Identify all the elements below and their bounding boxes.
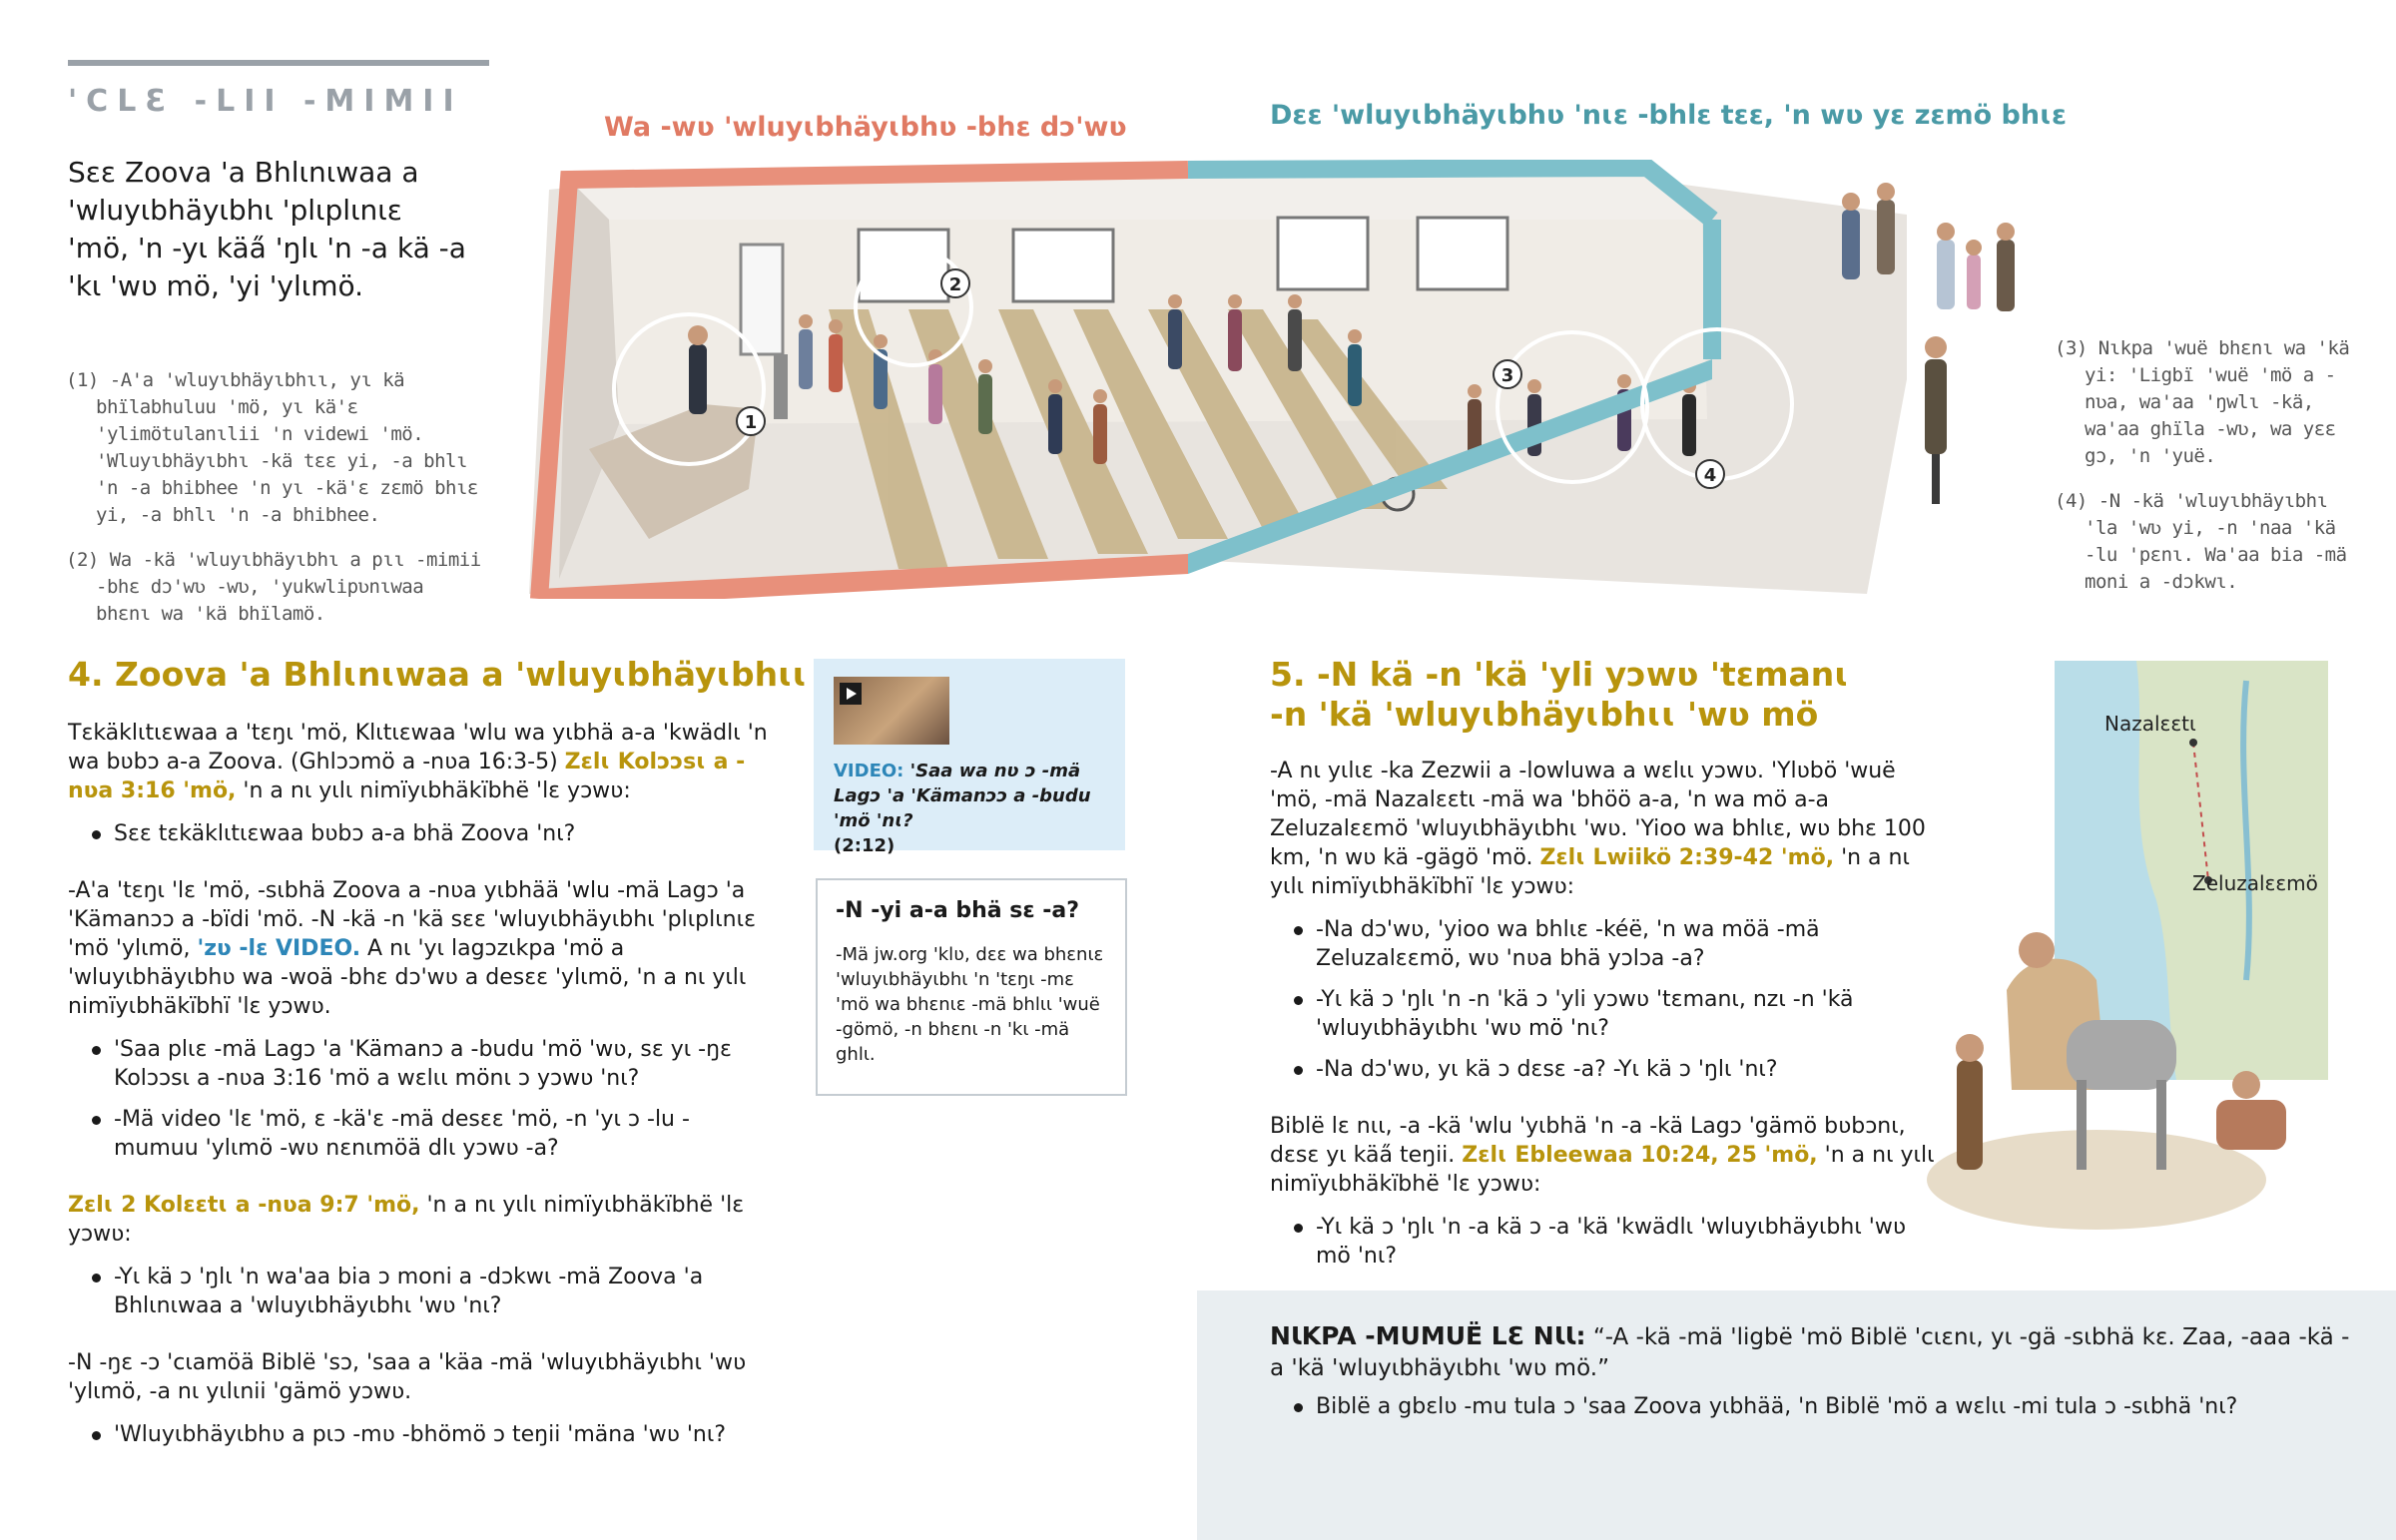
caption-after-meeting: Dɛɛ 'wluyɩbhäyɩbhʋ 'nɩɛ -bhlɛ tɛɛ, 'n wʋ yɛ zɛmö bhɩɛ (1270, 100, 2068, 131)
summary-panel (1197, 1290, 2396, 1540)
summary-text (1270, 1320, 2358, 1384)
question-bullet: 'Saa plɩɛ -mä Lagɔ 'a 'Kämanɔ a -budu 'mö 'wʋ, sɛ yɩ -ŋɛ Kolɔɔsɩ a -nʋa 3:16 'mö a wɛlɩɩ mönɩ ɔ yɔwʋ 'nɩ? (68, 1035, 769, 1093)
section5-body (1270, 757, 1939, 1271)
note-4: (4) -N -kä 'wluyɩbhäyɩbhɩ 'la 'wʋ yi, -n 'naa 'kä -lu 'pɛnɩ. Wa'aa bia -mä moni a -dɔkwɩ. (2055, 490, 2347, 593)
scripture-ref-hebrews[interactable]: Zɛlɩ Ebleewaa 10:24, 25 'mö, (1462, 1143, 1818, 1168)
scripture-ref-luke[interactable]: Zɛlɩ Lwiikö 2:39-42 'mö, (1539, 845, 1835, 870)
summary-bullet: Biblë a gbɛlʋ -mu tula ɔ 'saa Zoova yɩbhää, 'n Biblë 'mö a wɛlɩɩ -mi tula ɔ -sɩbhä 'nɩ? (1270, 1392, 2364, 1421)
video-card[interactable] (814, 659, 1125, 856)
section-label: 'CLƐ -LII -MIMII (68, 84, 463, 119)
section4-paragraph-3: Zɛlɩ 2 Kolɛɛtɩ a -nʋa 9:7 'mö, 'n a nɩ yɩlɩ nimïyɩbhäkïbhë 'lɛ yɔwʋ: (68, 1193, 745, 1247)
video-caption (834, 759, 1113, 858)
video-link[interactable]: 'zʋ -lɛ VIDEO. (197, 936, 361, 961)
map-illustration (1917, 661, 2328, 1230)
hall-marker-3: 3 (1500, 365, 1514, 386)
notes-left (66, 367, 485, 646)
question-bullet: 'Wluyɩbhäyɩbhʋ a pɩɔ -mʋ -bhömö ɔ teŋii 'mäna 'wʋ 'nɩ? (68, 1420, 769, 1449)
video-label: VIDEO: (834, 761, 904, 781)
hall-marker-4: 4 (1703, 465, 1717, 486)
question-bullet: -Na dɔ'wʋ, yɩ kä ɔ dɛsɛ -a? -Yɩ kä ɔ 'ŋlɩ 'nɩ? (1270, 1055, 1939, 1084)
section4-paragraph-4: -N -ŋɛ -ɔ 'cɩamöä Biblë 'sɔ, 'saa a 'käa -mä 'wluyɩbhäyɩbhɩ 'wʋ 'ylɩmö, -a nɩ yɩlɩnii 'gämö yɔwʋ. (68, 1350, 747, 1404)
hall-marker-1: 1 (744, 412, 758, 433)
note-3: (3) Nɩkpa 'wuë bhɛnɩ wa 'kä yi: 'Ligbï 'wuë 'mö a -nʋa, wa'aa 'ŋwlɩ -kä, wa'aa ghïla -wʋ, wa yɛɛ gɔ, 'n 'yuë. (2055, 337, 2350, 467)
question-bullet: -Mä video 'lɛ 'mö, ɛ -kä'ɛ -mä desɛɛ 'mö, -n 'yɩ ɔ -lu -mumuu 'ylɩmö -wʋ nɛnɩmöä dlɩ yɔwʋ -a? (68, 1105, 769, 1163)
caption-before-meeting: Wa -wʋ 'wluyɩbhäyɩbhʋ -bhɛ dɔ'wʋ (604, 112, 1127, 143)
summary-quote: “-A -kä -mä 'ligbë 'mö Biblë 'cɩɛnɩ, yɩ -gä -sɩbhä kɛ. Zaa, -aaa -kä -a 'kä 'wluyɩbhäyɩbhɩ 'wʋ mö.” (1270, 1324, 2350, 1381)
people-outside-illustration (1827, 180, 2057, 599)
section4-paragraph-2: -A'a 'tɛŋɩ 'lɛ 'mö, -sɩbhä Zoova a -nʋa yɩbhää 'wlu -mä Lagɔ 'a 'Kämanɔɔ a -bïdi 'mö. -N -kä -n 'kä sɛɛ 'wluyɩbhäyɩbhɩ 'plɩplɩnɩɛ 'mö 'ylɩmö, 'zʋ -lɛ VIDEO. A nɩ 'yɩ lagɔzɩkpa 'mö a 'wluyɩbhäyɩbhʋ wa -woä -bhɛ dɔ'wʋ a desɛɛ 'ylɩmö, 'n a nɩ yɩlɩ nimïyɩbhäkïbhï 'lɛ yɔwʋ. (68, 878, 756, 1019)
question-bullet: -Yɩ kä ɔ 'ŋlɩ 'n wa'aa bia ɔ moni a -dɔkwɩ -mä Zoova 'a Bhlɩnɩwaa a 'wluyɩbhäyɩbhɩ 'wʋ 'nɩ? (68, 1263, 769, 1320)
video-duration: (2:12) (834, 835, 896, 856)
play-icon[interactable] (840, 683, 862, 705)
section4-paragraph-1: Tɛkäklɩtɩɛwaa a 'tɛŋɩ 'mö, Klɩtɩɛwaa 'wlu wa yɩbhä a-a 'kwädlɩ 'n wa bʋbɔ a-a Zoova. (Ghlɔɔmö a -nʋa 16:3-5) Zɛlɩ Kolɔɔsɩ a -nʋa 3:16 'mö, 'n a nɩ yɩlɩ nimïyɩbhäkïbhë 'lɛ yɔwʋ: (68, 721, 768, 803)
note-1: (1) -A'a 'wluyɩbhäyɩbhɩɩ, yɩ kä bhïlabhuluu 'mö, yɩ kä'ɛ 'ylimötulanɩlii 'n videwi 'mö. 'Wluyɩbhäyɩbhɩ -kä tɛɛ yi, -a bhlɩ 'n -a bhibhee 'n yɩ -kä'ɛ zɛmö bhɩɛ yi, -a bhlɩ 'n -a bhibhee. (66, 369, 478, 526)
kingdom-hall-illustration (529, 160, 1927, 599)
question-box-title: -N -yi a-a bhä sɛ -a? (836, 898, 1080, 923)
notes-right (2055, 335, 2354, 614)
scripture-ref-2corinthians[interactable]: Zɛlɩ 2 Kolɛɛtɩ a -nʋa 9:7 'mö, (68, 1193, 420, 1218)
hall-marker-2: 2 (948, 274, 962, 295)
summary-label: NƖKPA -MUMUË LƐ NƖƖ: (1270, 1321, 1586, 1350)
video-thumbnail[interactable] (834, 677, 949, 745)
intro-text: Sɛɛ Zoova 'a Bhlɩnɩwaa a 'wluyɩbhäyɩbhɩ 'plɩplɩnɩɛ 'mö, 'n -yɩ käa̋ 'ŋlɩ 'n -a kä -a 'kɩ 'wʋ mö, 'yi 'ylɩmö. (68, 156, 466, 302)
top-rule (68, 60, 489, 66)
section5-title: 5. -N kä -n 'kä 'yli yɔwʋ 'tɛmanɩ -n 'kä 'wluyɩbhäyɩbhɩɩ 'wʋ mö (1270, 655, 1849, 734)
scripture-ref-colossians[interactable]: Zɛlɩ Kolɔɔsɩ a -nʋa 3:16 'mö, (68, 750, 746, 803)
question-box-text: -Mä jw.org 'klʋ, dɛɛ wa bhɛnɩɛ 'wluyɩbhäyɩbhɩ 'n 'tɛŋɩ -mɛ 'mö wa bhɛnɩɛ -mä bhlɩɩ 'wuë -gömö, -n bhɛnɩ -n 'kɩ -mä ghlɩ. (836, 944, 1104, 1065)
section5-paragraph-1: -A nɩ yɩlɩɛ -ka Zezwii a -lowluwa a wɛlɩɩ yɔwʋ. 'Ylʋbö 'wuë 'mö, -mä Nazalɛɛtɩ -mä wa 'bhöö a-a, 'n wa mö a-a Zeluzalɛɛmö 'wluyɩbhäyɩbhɩ 'wʋ. 'Yioo wa bhlɩɛ, wʋ bhɛ 100 km, 'n wʋ kä -gägö 'mö. Zɛlɩ Lwiikö 2:39-42 'mö, 'n a nɩ yɩlɩ nimïyɩbhäkïbhï 'lɛ yɔwʋ: (1270, 759, 1926, 899)
question-bullet: Sɛɛ tɛkäklɩtɩɛwaa bʋbɔ a-a bhä Zoova 'nɩ? (68, 819, 769, 848)
note-2: (2) Wa -kä 'wluyɩbhäyɩbhɩ a pɩɩ -mimii -bhɛ dɔ'wʋ -wʋ, 'yukwlipʋnɩwaa bhɛnɩ wa 'kä bhïlamö. (66, 549, 481, 625)
section4-title: 4. Zoova 'a Bhlɩnɩwaa a 'wluyɩbhäyɩbhɩɩ (68, 655, 808, 694)
question-bullet: -Yɩ kä ɔ 'ŋlɩ 'n -a kä ɔ -a 'kä 'kwädlɩ 'wluyɩbhäyɩbhɩ 'wʋ mö 'nɩ? (1270, 1213, 1939, 1271)
map-label-jerusalem: Zeluzalɛɛmö (2192, 871, 2318, 895)
question-bullet: -Yɩ kä ɔ 'ŋlɩ 'n -n 'kä ɔ 'yli yɔwʋ 'tɛmanɩ, nzɩ -n 'kä 'wluyɩbhäyɩbhɩ 'wʋ mö 'nɩ? (1270, 985, 1939, 1043)
section5-paragraph-2: Biblë lɛ nɩɩ, -a -kä 'wlu 'yɩbhä 'n -a -kä Lagɔ 'gämö bʋbɔnɩ, dɛsɛ yɩ käa̋ teŋii. Zɛlɩ Ebleewaa 10:24, 25 'mö, 'n a nɩ yɩlɩ nimïyɩbhäkïbhë 'lɛ yɔwʋ: (1270, 1114, 1935, 1197)
section4-body (68, 719, 769, 1449)
question-box (816, 878, 1127, 1096)
video-title: 'Saa wa nʋ ɔ -mä Lagɔ 'a 'Kämanɔɔ a -budu 'mö 'nɩ? (834, 761, 1091, 831)
map-label-nazareth: Nazalɛɛtɩ (2104, 712, 2196, 736)
question-bullet: -Na dɔ'wʋ, 'yioo wa bhlɩɛ -kéë, 'n wa möä -mä Zeluzalɛɛmö, wʋ 'nʋa bhä yɔlɔa -a? (1270, 915, 1939, 973)
